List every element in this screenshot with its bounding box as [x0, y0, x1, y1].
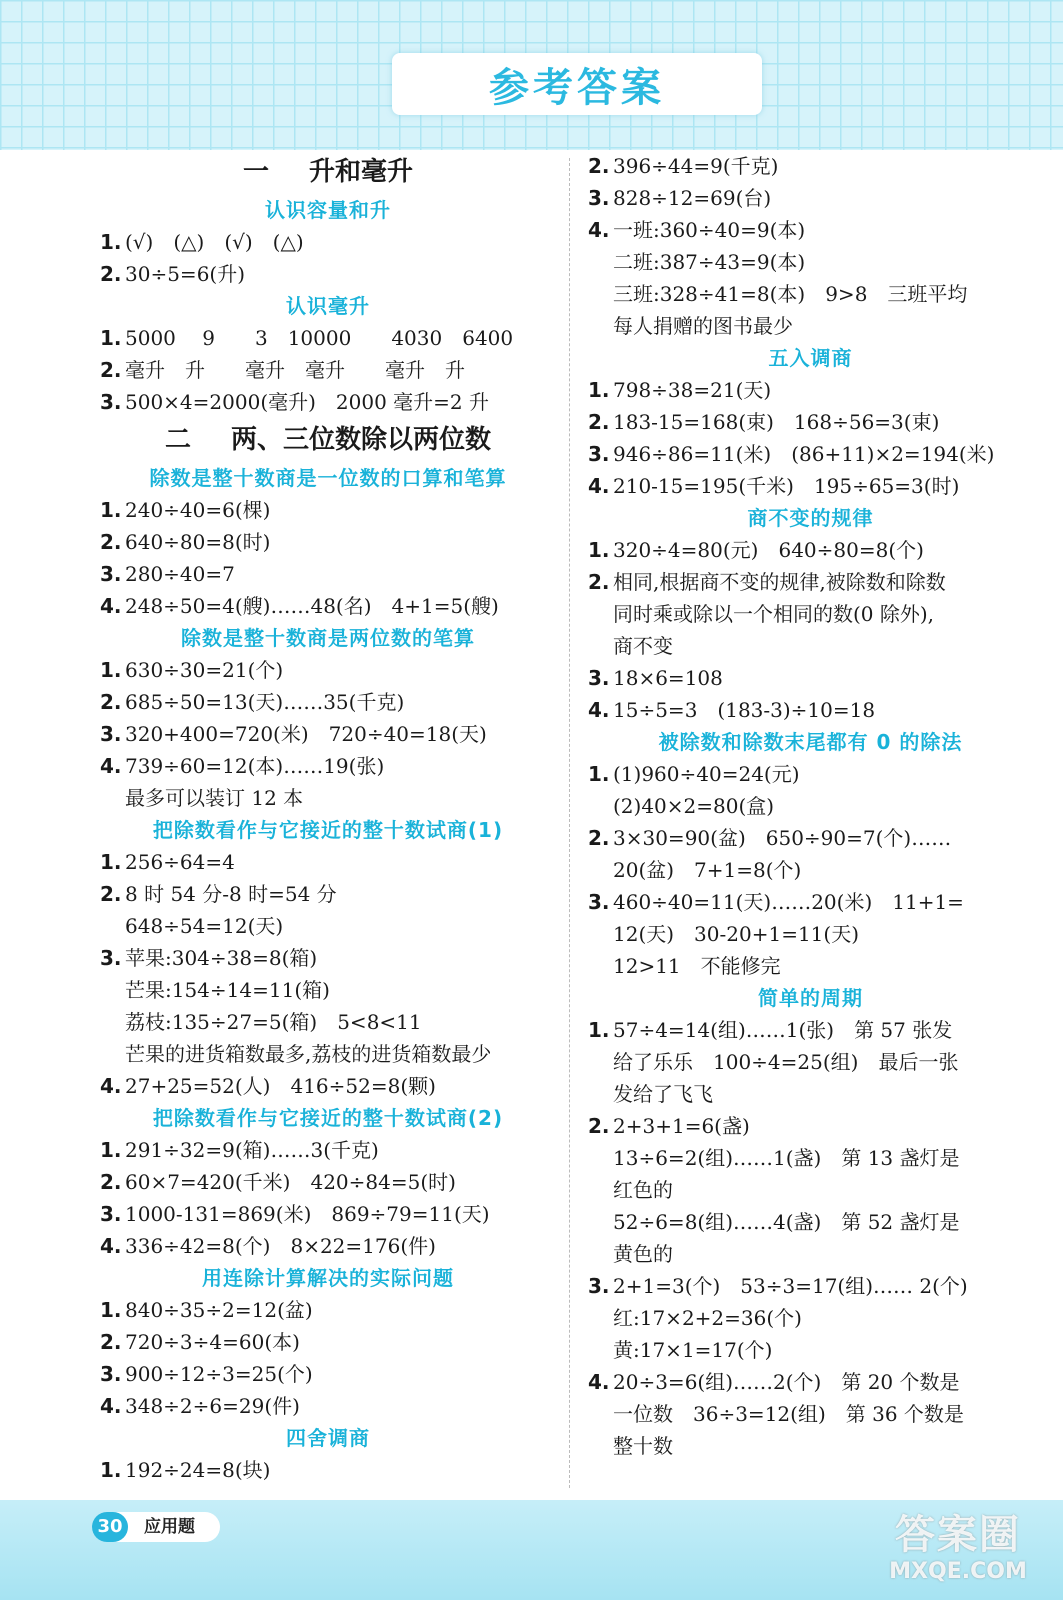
section-heading: 认识毫升	[286, 294, 370, 318]
answer-continuation: 黄:17×1=17(个)	[613, 1338, 773, 1362]
chapter-heading	[100, 150, 556, 194]
answer-line	[588, 470, 1033, 502]
answer-text: 320÷4=80(元) 640÷80=8(个)	[613, 538, 924, 562]
answer-text: 27+25=52(人) 416÷52=8(颗)	[125, 1074, 436, 1098]
answer-text: 192÷24=8(块)	[125, 1458, 271, 1482]
answer-continuation: 红色的	[613, 1178, 673, 1202]
answer-line	[100, 590, 556, 622]
header-banner	[0, 0, 1063, 150]
answer-line	[100, 878, 556, 910]
answer-line	[588, 1270, 1033, 1302]
answer-line	[588, 182, 1033, 214]
question-number: 1.	[588, 378, 610, 402]
question-number: 2.	[588, 1114, 610, 1138]
question-number: 1.	[100, 658, 122, 682]
question-number: 4.	[100, 594, 122, 618]
question-number: 2.	[100, 1170, 122, 1194]
question-number: 1.	[100, 1298, 122, 1322]
question-number: 4.	[100, 1234, 122, 1258]
watermark-site: MXQE.COM	[889, 1559, 1027, 1584]
answer-line	[100, 846, 556, 878]
answer-text: 336÷42=8(个) 8×22=176(件)	[125, 1234, 436, 1258]
watermark	[868, 1512, 1048, 1592]
answer-line	[100, 942, 556, 974]
answer-line	[588, 150, 1033, 182]
answer-continuation: 同时乘或除以一个相同的数(0 除外),	[613, 602, 935, 626]
right-column	[588, 150, 1033, 1462]
answer-text: 18×6=108	[613, 666, 723, 690]
answer-line	[100, 226, 556, 258]
question-number: 4.	[588, 1370, 610, 1394]
answer-text: 500×4=2000(毫升) 2000 毫升=2 升	[125, 390, 490, 414]
column-divider	[569, 158, 570, 1488]
answer-continuation: 整十数	[613, 1434, 673, 1458]
answer-text: 900÷12÷3=25(个)	[125, 1362, 313, 1386]
answer-text: 8 时 54 分-8 时=54 分	[125, 882, 337, 906]
question-number: 3.	[100, 1202, 122, 1226]
answer-line	[100, 750, 556, 782]
question-number: 1.	[100, 498, 122, 522]
question-number: 2.	[100, 262, 122, 286]
question-number: 1.	[100, 326, 122, 350]
answer-text: 280÷40=7	[125, 562, 235, 586]
answer-line	[100, 1230, 556, 1262]
chapter-title: 两、三位数除以两位数	[231, 425, 492, 455]
question-number: 2.	[588, 826, 610, 850]
answer-continuation: 12(天) 30-20+1=11(天)	[613, 922, 860, 946]
page-label: 应用题	[144, 1517, 195, 1537]
answer-continuation: 荔枝:135÷27=5(箱) 5<8<11	[125, 1010, 422, 1034]
question-number: 2.	[100, 358, 122, 382]
answer-line	[100, 1070, 556, 1102]
answer-line	[100, 1454, 556, 1486]
answer-text: 毫升 升 毫升 毫升 毫升 升	[125, 358, 465, 382]
answer-text: 20÷3=6(组)……2(个) 第 20 个数是	[613, 1370, 960, 1394]
answer-line	[100, 322, 556, 354]
answer-text: 183-15=168(束) 168÷56=3(束)	[613, 410, 940, 434]
answer-line	[588, 438, 1033, 470]
question-number: 4.	[100, 1074, 122, 1098]
answer-text: 320+400=720(米) 720÷40=18(天)	[125, 722, 487, 746]
question-number: 2.	[588, 154, 610, 178]
answer-text: (√) (△) (√) (△)	[125, 230, 304, 254]
question-number: 2.	[100, 882, 122, 906]
question-number: 2.	[100, 530, 122, 554]
section-heading: 四舍调商	[286, 1426, 370, 1450]
section-heading: 把除数看作与它接近的整十数试商(1)	[152, 818, 504, 842]
answer-line	[588, 1110, 1033, 1142]
answer-line	[100, 258, 556, 290]
chapter-number: 二	[164, 425, 191, 455]
answer-continuation: 发给了飞飞	[613, 1082, 713, 1106]
question-number: 1.	[588, 762, 610, 786]
answer-continuation: (2)40×2=80(盒)	[613, 794, 775, 818]
answer-line	[588, 1014, 1033, 1046]
answer-line	[100, 1294, 556, 1326]
answer-line	[588, 694, 1033, 726]
answer-line	[100, 386, 556, 418]
answer-text: 946÷86=11(米) (86+11)×2=194(米)	[613, 442, 995, 466]
answer-line	[100, 1198, 556, 1230]
chapter-heading	[100, 418, 556, 462]
answer-continuation: 芒果的进货箱数最多,荔枝的进货箱数最少	[125, 1042, 492, 1066]
question-number: 3.	[588, 186, 610, 210]
answer-text: 1000-131=869(米) 869÷79=11(天)	[125, 1202, 490, 1226]
answer-text: (1)960÷40=24(元)	[613, 762, 800, 786]
answer-text: 396÷44=9(千克)	[613, 154, 779, 178]
question-number: 4.	[588, 218, 610, 242]
answer-continuation: 给了乐乐 100÷4=25(组) 最后一张	[613, 1050, 959, 1074]
chapter-number: 一	[242, 157, 269, 187]
answer-line	[100, 558, 556, 590]
answer-line	[100, 686, 556, 718]
answer-line	[588, 374, 1033, 406]
answer-text: 840÷35÷2=12(盆)	[125, 1298, 313, 1322]
answer-text: 640÷80=8(时)	[125, 530, 271, 554]
answer-line	[100, 654, 556, 686]
question-number: 4.	[100, 754, 122, 778]
answer-text: 685÷50=13(天)……35(千克)	[125, 690, 405, 714]
question-number: 3.	[588, 1274, 610, 1298]
answer-text: 15÷5=3 (183-3)÷10=18	[613, 698, 876, 722]
answer-continuation: 商不变	[613, 634, 673, 658]
answer-text: 57÷4=14(组)……1(张) 第 57 张发	[613, 1018, 953, 1042]
question-number: 1.	[100, 1138, 122, 1162]
answer-continuation: 52÷6=8(组)……4(盏) 第 52 盏灯是	[613, 1210, 960, 1234]
answer-continuation: 三班:328÷41=8(本) 9>8 三班平均	[613, 282, 968, 306]
question-number: 1.	[100, 850, 122, 874]
answer-text: 210-15=195(千米) 195÷65=3(时)	[613, 474, 960, 498]
section-heading: 认识容量和升	[265, 198, 391, 222]
question-number: 1.	[100, 1458, 122, 1482]
question-number: 3.	[588, 890, 610, 914]
answer-text: 828÷12=69(台)	[613, 186, 772, 210]
answer-text: 720÷3÷4=60(本)	[125, 1330, 300, 1354]
answer-text: 2+3+1=6(盏)	[613, 1114, 750, 1138]
section-heading: 五入调商	[768, 346, 853, 370]
title-box	[392, 53, 762, 115]
answer-text: 798÷38=21(天)	[613, 378, 772, 402]
answer-text: 630÷30=21(个)	[125, 658, 284, 682]
answer-text: 5000 9 3 10000 4030 6400	[125, 326, 514, 350]
answer-text: 苹果:304÷38=8(箱)	[125, 946, 318, 970]
answer-line	[100, 1326, 556, 1358]
section-heading: 被除数和除数末尾都有 0 的除法	[658, 730, 963, 754]
answer-text: 相同,根据商不变的规律,被除数和除数	[613, 570, 946, 594]
answer-continuation: 黄色的	[613, 1242, 673, 1266]
answer-continuation: 13÷6=2(组)……1(盏) 第 13 盏灯是	[613, 1146, 960, 1170]
answer-line	[588, 662, 1033, 694]
answer-text: 30÷5=6(升)	[125, 262, 246, 286]
answer-line	[588, 822, 1033, 854]
answer-line	[100, 1134, 556, 1166]
question-number: 2.	[588, 410, 610, 434]
answer-line	[588, 534, 1033, 566]
watermark-logo: 答案圈	[895, 1512, 1021, 1558]
answer-continuation: 二班:387÷43=9(本)	[613, 250, 806, 274]
question-number: 3.	[100, 562, 122, 586]
section-heading: 除数是整十数商是一位数的口算和笔算	[149, 466, 507, 490]
answer-line	[588, 406, 1033, 438]
page-number: 30	[92, 1512, 128, 1542]
answer-line	[100, 1390, 556, 1422]
answer-line	[100, 718, 556, 750]
answer-line	[100, 1358, 556, 1390]
answer-continuation: 每人捐赠的图书最少	[613, 314, 793, 338]
section-heading: 用连除计算解决的实际问题	[202, 1266, 454, 1290]
answer-line	[100, 494, 556, 526]
answer-continuation: 最多可以装订 12 本	[125, 786, 304, 810]
answer-text: 240÷40=6(棵)	[125, 498, 271, 522]
question-number: 1.	[588, 1018, 610, 1042]
answer-line	[100, 1166, 556, 1198]
answer-text: 3×30=90(盆) 650÷90=7(个)……	[613, 826, 952, 850]
answer-continuation: 648÷54=12(天)	[125, 914, 284, 938]
question-number: 2.	[100, 1330, 122, 1354]
answer-line	[588, 214, 1033, 246]
section-heading: 简单的周期	[758, 986, 863, 1010]
answer-text: 348÷2÷6=29(件)	[125, 1394, 300, 1418]
answer-continuation: 红:17×2+2=36(个)	[613, 1306, 802, 1330]
answer-text: 60×7=420(千米) 420÷84=5(时)	[125, 1170, 456, 1194]
question-number: 3.	[100, 390, 122, 414]
answer-text: 460÷40=11(天)……20(米) 11+1=	[613, 890, 964, 914]
answer-continuation: 12>11 不能修完	[613, 954, 781, 978]
answer-line	[588, 886, 1033, 918]
answer-text: 248÷50=4(艘)……48(名) 4+1=5(艘)	[125, 594, 499, 618]
section-heading: 商不变的规律	[747, 506, 874, 530]
answer-text: 739÷60=12(本)……19(张)	[125, 754, 385, 778]
answer-line	[588, 566, 1033, 598]
answer-line	[100, 354, 556, 386]
question-number: 3.	[100, 1362, 122, 1386]
left-column	[100, 150, 556, 1486]
question-number: 2.	[100, 690, 122, 714]
answer-text: 2+1=3(个) 53÷3=17(组)…… 2(个)	[613, 1274, 968, 1298]
question-number: 2.	[588, 570, 610, 594]
question-number: 4.	[588, 698, 610, 722]
question-number: 1.	[100, 230, 122, 254]
chapter-title: 升和毫升	[309, 157, 414, 187]
question-number: 4.	[588, 474, 610, 498]
answer-line	[588, 1366, 1033, 1398]
section-heading: 把除数看作与它接近的整十数试商(2)	[152, 1106, 504, 1130]
answer-line	[100, 526, 556, 558]
question-number: 3.	[588, 666, 610, 690]
page-title: 参考答案	[489, 64, 665, 111]
answer-continuation: 一位数 36÷3=12(组) 第 36 个数是	[613, 1402, 964, 1426]
answer-text: 一班:360÷40=9(本)	[613, 218, 806, 242]
question-number: 3.	[588, 442, 610, 466]
question-number: 3.	[100, 946, 122, 970]
answer-line	[588, 758, 1033, 790]
answer-text: 256÷64=4	[125, 850, 235, 874]
question-number: 1.	[588, 538, 610, 562]
answer-text: 291÷32=9(箱)……3(千克)	[125, 1138, 379, 1162]
answer-continuation: 20(盆) 7+1=8(个)	[613, 858, 802, 882]
section-heading: 除数是整十数商是两位数的笔算	[181, 626, 475, 650]
question-number: 4.	[100, 1394, 122, 1418]
answer-continuation: 芒果:154÷14=11(箱)	[125, 978, 330, 1002]
question-number: 3.	[100, 722, 122, 746]
